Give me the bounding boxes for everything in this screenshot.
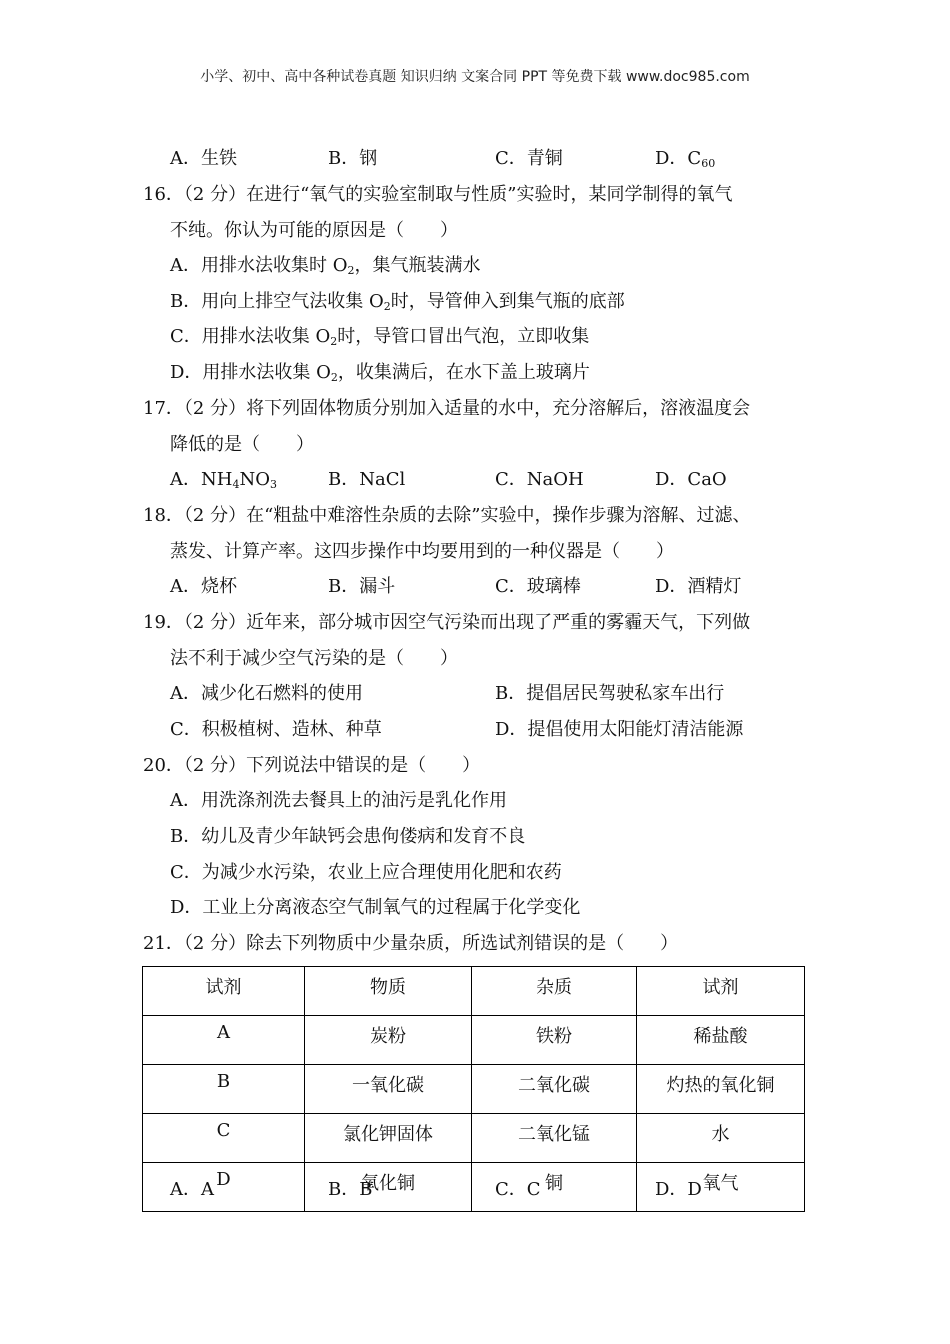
q21-option-c: C．C <box>495 1179 541 1200</box>
q21-option-a: A．A <box>170 1179 214 1200</box>
q17-option-c: C．NaOH <box>495 469 584 490</box>
q18-option-d: D．酒精灯 <box>655 576 742 597</box>
table-cell: 水 <box>637 1114 805 1163</box>
q18-option-b: B．漏斗 <box>328 576 396 597</box>
q19-option-b: B．提倡居民驾驶私家车出行 <box>495 683 725 704</box>
table-cell: 炭粉 <box>305 1016 472 1065</box>
q21-stem: 21．（2 分）除去下列物质中少量杂质，所选试剂错误的是（ ） <box>143 933 679 954</box>
table-cell: 一氧化碳 <box>305 1065 472 1114</box>
table-row <box>143 1163 805 1212</box>
q17-stem-line1: 17．（2 分）将下列固体物质分别加入适量的水中，充分溶解后，溶液温度会 <box>143 398 751 419</box>
table-header-cell: 杂质 <box>472 967 637 1016</box>
table-cell: 二氧化锰 <box>472 1114 637 1163</box>
page-header: 小学、初中、高中各种试卷真题 知识归纳 文案合同 PPT 等免费下载 www.doc985.com <box>200 69 750 85</box>
q16-option-a: A．用排水法收集时 $O_2$，集气瓶装满水 <box>170 255 481 277</box>
table-cell: 氯化钾固体 <box>305 1114 472 1163</box>
q16-stem-line2: 不纯。你认为可能的原因是（ ） <box>170 220 458 241</box>
q19-stem-line1: 19．（2 分）近年来，部分城市因空气污染而出现了严重的雾霾天气，下列做 <box>143 612 751 633</box>
q20-option-b: B．幼儿及青少年缺钙会患佝偻病和发育不良 <box>170 826 526 847</box>
q21-option-b: B．B <box>328 1179 373 1200</box>
table-header-cell: 物质 <box>305 967 472 1016</box>
q15-option-c: C．青铜 <box>495 148 563 169</box>
table-cell: C <box>143 1114 305 1163</box>
table-row <box>143 1114 805 1163</box>
table-cell: B <box>143 1065 305 1114</box>
q20-option-c: C．为减少水污染，农业上应合理使用化肥和农药 <box>170 862 562 883</box>
q21-reagent-table <box>142 966 805 1212</box>
table-cell: 氧化铜 <box>305 1163 472 1212</box>
q17-option-b: B．NaCl <box>328 469 406 490</box>
q15-option-b: B．钢 <box>328 148 378 169</box>
q19-stem-line2: 法不利于减少空气污染的是（ ） <box>170 648 458 669</box>
table-header-cell: 试剂 <box>637 967 805 1016</box>
table-cell: D <box>143 1163 305 1212</box>
q15-option-d: D．$C_{60}$ <box>655 148 716 170</box>
q20-stem: 20．（2 分）下列说法中错误的是（ ） <box>143 755 481 776</box>
q20-option-d: D．工业上分离液态空气制氧气的过程属于化学变化 <box>170 897 581 918</box>
q16-option-d: D．用排水法收集 $O_2$，收集满后，在水下盖上玻璃片 <box>170 362 590 384</box>
q15-option-a: A．生铁 <box>170 148 237 169</box>
q18-option-a: A．烧杯 <box>170 576 237 597</box>
q17-stem-line2: 降低的是（ ） <box>170 434 314 455</box>
q16-option-b: B．用向上排空气法收集 $O_2$时，导管伸入到集气瓶的底部 <box>170 291 625 313</box>
q16-stem-line1: 16．（2 分）在进行“氧气的实验室制取与性质”实验时，某同学制得的氧气 <box>143 184 733 205</box>
table-header-cell: 试剂 <box>143 967 305 1016</box>
table-cell: A <box>143 1016 305 1065</box>
table-cell: 铜 <box>472 1163 637 1212</box>
table-header-row <box>143 967 805 1016</box>
q16-option-c: C．用排水法收集 $O_2$时，导管口冒出气泡，立即收集 <box>170 326 590 348</box>
table-cell: 二氧化碳 <box>472 1065 637 1114</box>
q19-option-c: C．积极植树、造林、种草 <box>170 719 382 740</box>
q21-option-d: D．D <box>655 1179 702 1200</box>
q19-option-a: A．减少化石燃料的使用 <box>170 683 363 704</box>
table-cell: 稀盐酸 <box>637 1016 805 1065</box>
table-cell: 氧气 <box>637 1163 805 1212</box>
table-cell: 灼热的氧化铜 <box>637 1065 805 1114</box>
table-row <box>143 1016 805 1065</box>
q20-option-a: A．用洗涤剂洗去餐具上的油污是乳化作用 <box>170 790 507 811</box>
q18-option-c: C．玻璃棒 <box>495 576 581 597</box>
table-row <box>143 1065 805 1114</box>
table-cell: 铁粉 <box>472 1016 637 1065</box>
q18-stem-line1: 18．（2 分）在“粗盐中难溶性杂质的去除”实验中，操作步骤为溶解、过滤、 <box>143 505 751 526</box>
q17-option-a: A．$NH_4NO_3$ <box>170 469 277 491</box>
q19-option-d: D．提倡使用太阳能灯清洁能源 <box>495 719 744 740</box>
q17-option-d: D．CaO <box>655 469 727 490</box>
q18-stem-line2: 蒸发、计算产率。这四步操作中均要用到的一种仪器是（ ） <box>170 541 674 562</box>
